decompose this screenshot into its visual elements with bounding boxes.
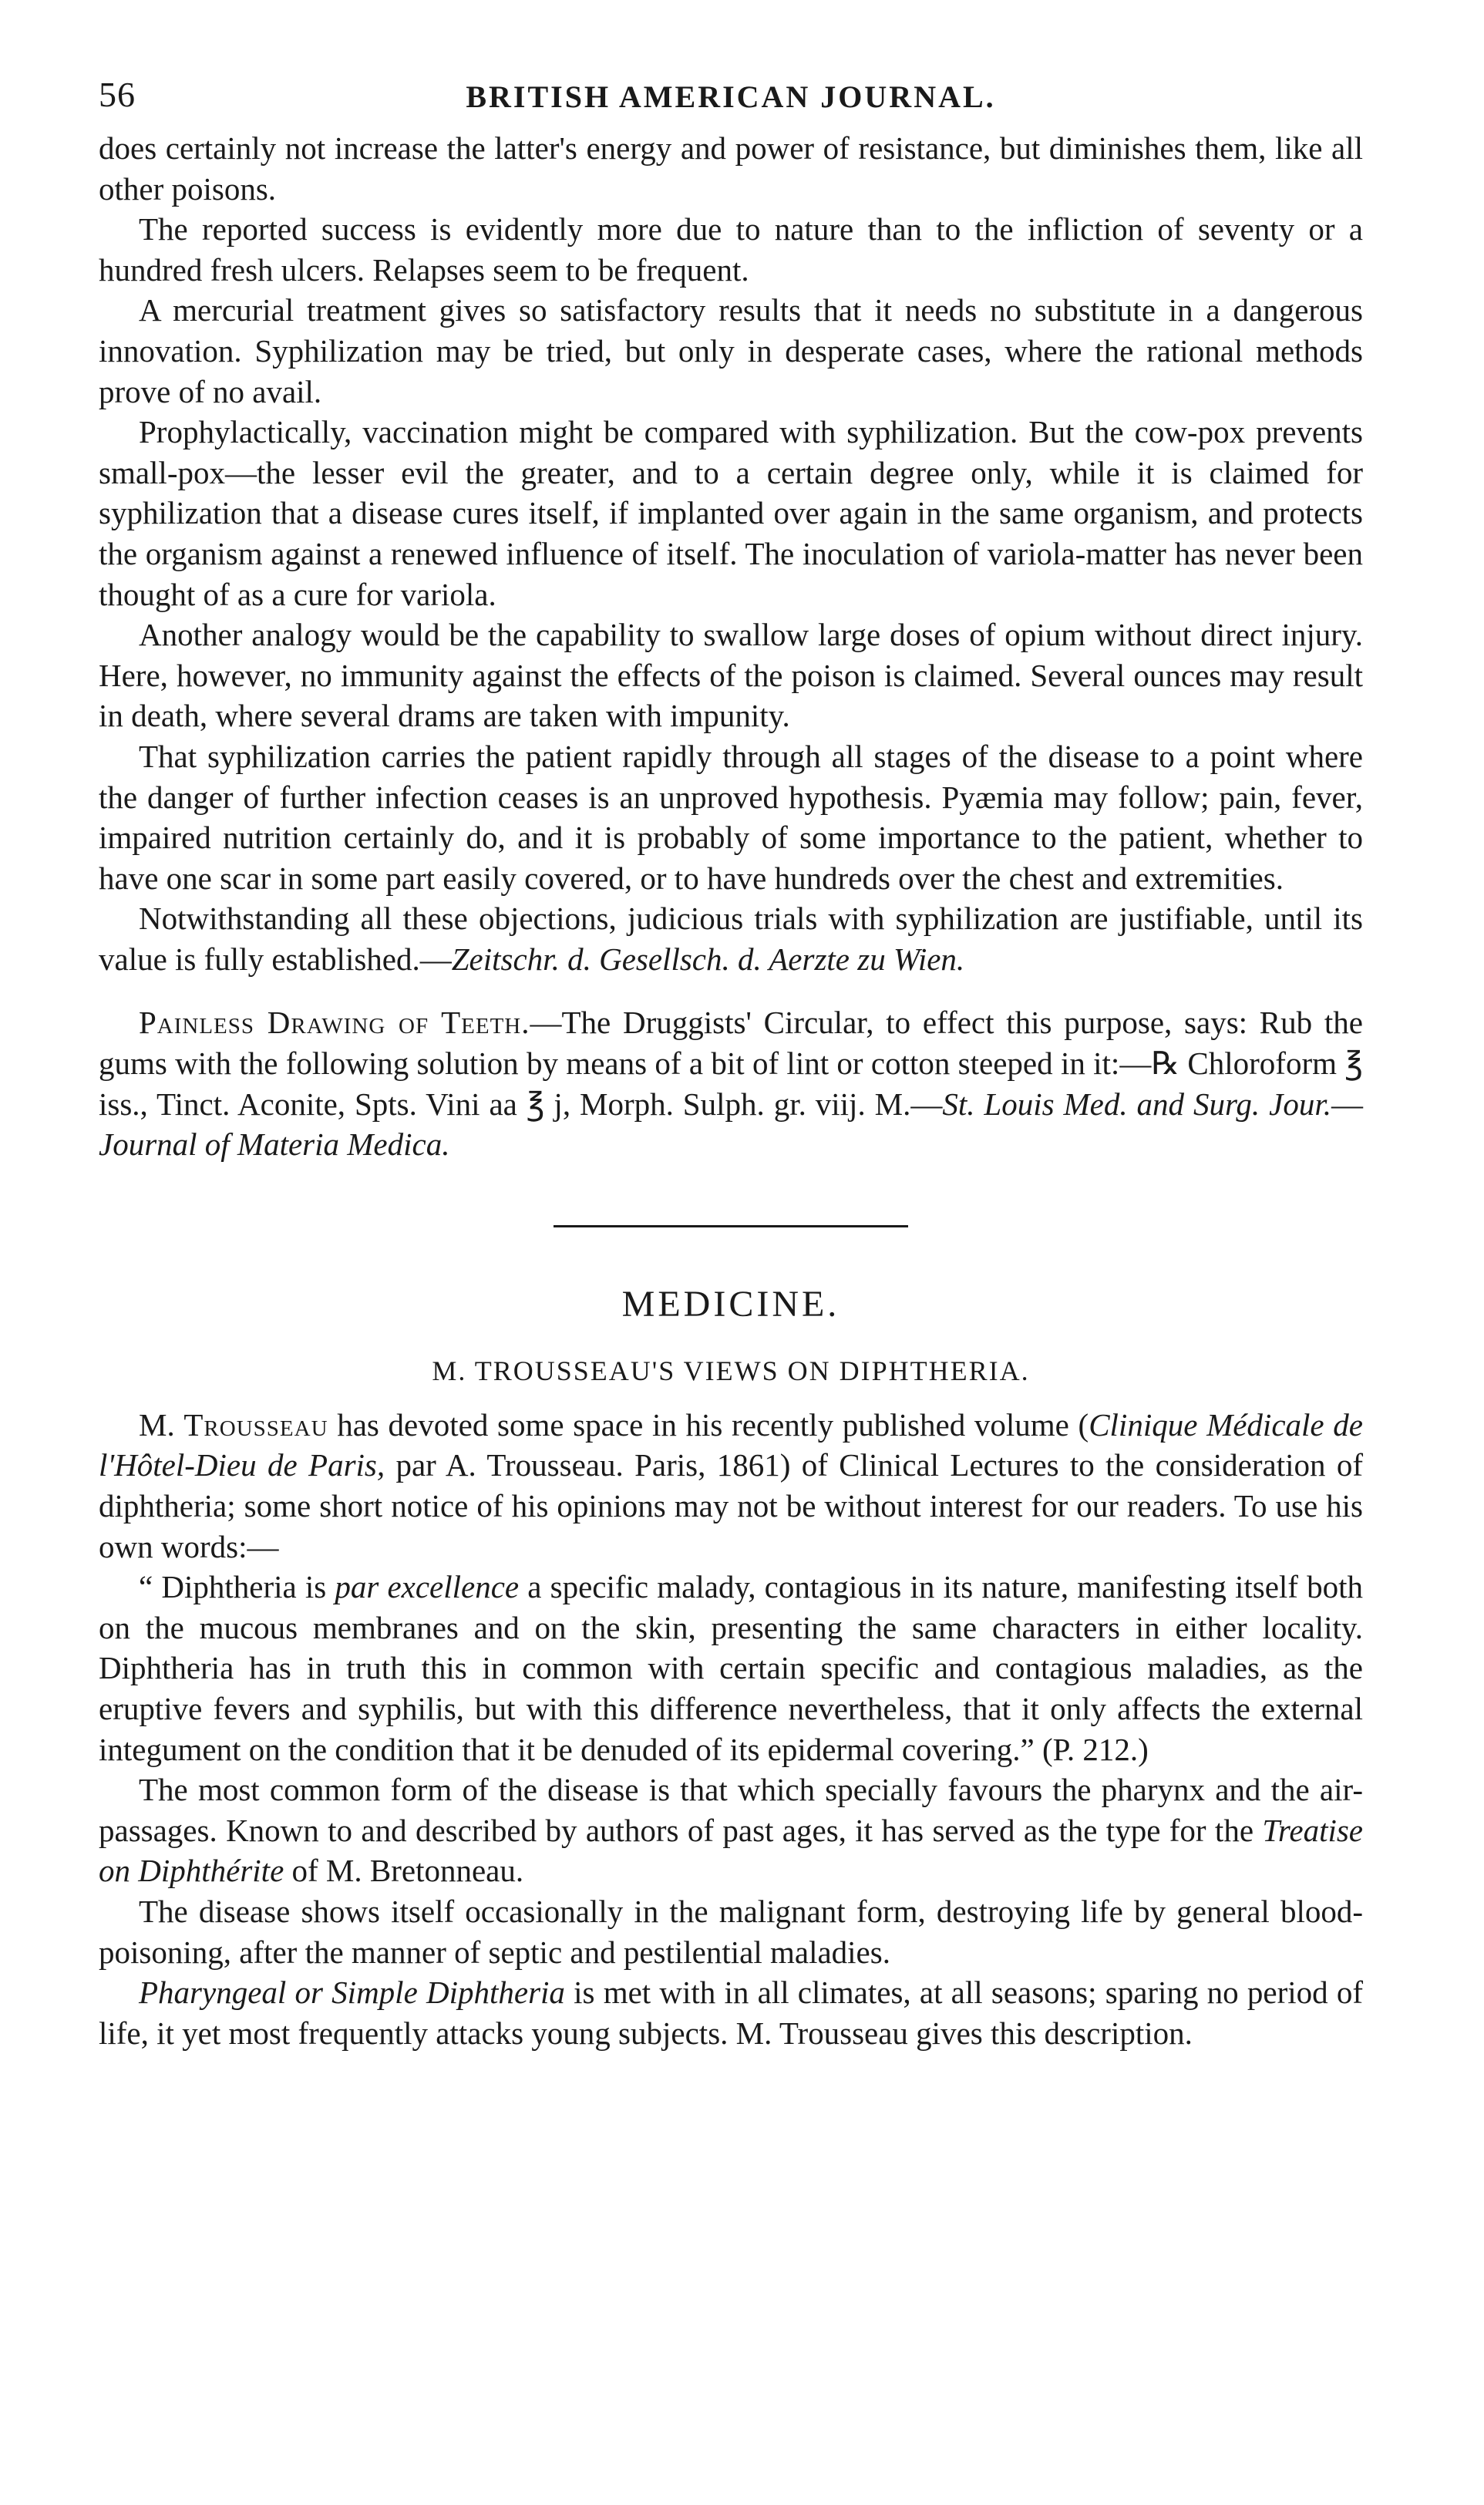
- journal-page: [99, 74, 1363, 2053]
- citation-materia-medica: Journal of Materia Medica.: [99, 1126, 450, 1163]
- intro-name: Trousseau: [183, 1406, 328, 1443]
- paragraph-quote: [99, 1567, 1363, 1769]
- paragraph-notwithstanding: [99, 898, 1363, 979]
- intro-book-title: Clinique Médicale de l'Hôtel-Dieu de Paris,: [99, 1406, 1363, 1483]
- quote-text: a specific malady, contagious in its nature, manifesting itself both on the mucous membranes and on the skin, presenting the same characters in either locality. Diphtheria has in truth this in common with certain specific and contagious maladies, as the eruptive fevers and syphilis, but with this difference nevertheless, that it only affects the external integument on the condition that it be denuded of its epidermal covering.” (P. 212.): [99, 1569, 1363, 1767]
- paragraph-opium-analogy: Another analogy would be the capability to swallow large doses of opium without direct injury. Here, however, no immunity against the effects of the poison is claimed. Several ounces may result in death, where several drams are taken with impunity.: [99, 617, 1363, 734]
- common-form-text-2: of M. Bretonneau.: [284, 1853, 524, 1889]
- paragraph-malignant: The disease shows itself occasionally in the malignant form, destroying life by general blood-poisoning, after the manner of septic and pestilential maladies.: [99, 1893, 1363, 1970]
- intro-m: M.: [139, 1406, 184, 1443]
- article-body: [99, 128, 1363, 2053]
- paragraph-prophylactic: Prophylactically, vaccination might be compared with syphilization. But the cow-pox prevents small-pox—the lesser evil the greater, and to a certain degree only, while it is claimed for syphilization that a disease cures itself, if implanted over again in the same organism, and protects the organism against a renewed influence of itself. The inoculation of variola-matter has never been thought of as a cure for variola.: [99, 414, 1363, 612]
- citation-zeitschr: Zeitschr. d. Gesellsch. d. Aerzte zu Wien.: [451, 941, 965, 977]
- paragraph-common-form: [99, 1769, 1363, 1891]
- paragraph-mercurial: A mercurial treatment gives so satisfactory results that it needs no substitute in a dangerous innovation. Syphilization may be tried, but only in desperate cases, where the rational methods prove of no avail.: [99, 292, 1363, 409]
- article-title: M. TROUSSEAU'S VIEWS ON DIPHTHERIA.: [432, 1355, 1030, 1386]
- page-number: 56: [99, 75, 136, 114]
- section-title: MEDICINE.: [621, 1283, 840, 1325]
- paragraph-painless-drawing: [99, 1002, 1363, 1164]
- painless-heading: Painless Drawing of Teeth.: [139, 1005, 530, 1041]
- section-divider: [554, 1225, 908, 1227]
- intro-text-2: par A. Trousseau. Paris, 1861) of Clinical Lectures to the consideration of diphtheria; some short notice of his opinions may not be without interest for our readers. To use his own words:—: [99, 1447, 1363, 1564]
- paragraph-hypothesis: That syphilization carries the patient rapidly through all stages of the disease to a point where the danger of further infection ceases is an unproved hypothesis. Pyæmia may follow; pain, fever, impaired nutrition certainly do, and it is probably of some importance to the patient, whether to have one scar in some part easily covered, or to have hundreds over the chest and extremities.: [99, 738, 1363, 896]
- citation-dash: —: [1331, 1086, 1363, 1122]
- paragraph-pharyngeal: [99, 1972, 1363, 2053]
- notwithstanding-text: Notwithstanding all these objections, judicious trials with syphilization are justifiable, until its value is fully established.—: [99, 901, 1363, 977]
- page-header: [99, 74, 1363, 128]
- common-form-title: Treatise on Diphthérite: [99, 1812, 1363, 1889]
- pharyngeal-text: is met with in all climates, at all seasons; sparing no period of life, it yet most frequently attacks young subjects. M. Trousseau gives this description.: [99, 1975, 1363, 2051]
- intro-text-1: has devoted some space in his recently published volume (: [328, 1406, 1089, 1443]
- paragraph-trousseau-intro: [99, 1405, 1363, 1567]
- quote-italic: par excellence: [335, 1569, 520, 1605]
- painless-text: —The Druggists' Circular, to effect this purpose, says: Rub the gums with the following solution by means of a bit of lint or cotton steeped in it:—℞ Chloroform ℥ iss., Tinct. Aconite, Spts. Vini aa ℥ j, Morph. Sulph. gr. viij. M.—: [99, 1005, 1363, 1122]
- paragraph-reported-success: The reported success is evidently more due to nature than to the infliction of seventy or a hundred fresh ulcers. Relapses seem to be frequent.: [99, 211, 1363, 288]
- pharyngeal-italic: Pharyngeal or Simple Diphtheria: [139, 1975, 565, 2011]
- common-form-text-1: The most common form of the disease is that which specially favours the pharynx and the air-passages. Known to and described by authors of past ages, it has served as the type for the: [99, 1772, 1363, 1848]
- paragraph-continuation: does certainly not increase the latter's energy and power of resistance, but diminishes them, like all other poisons.: [99, 130, 1363, 207]
- quote-open: “ Diphtheria is: [139, 1569, 335, 1605]
- citation-st-louis: St. Louis Med. and Surg. Jour.: [942, 1086, 1331, 1122]
- running-head: BRITISH AMERICAN JOURNAL.: [466, 79, 996, 114]
